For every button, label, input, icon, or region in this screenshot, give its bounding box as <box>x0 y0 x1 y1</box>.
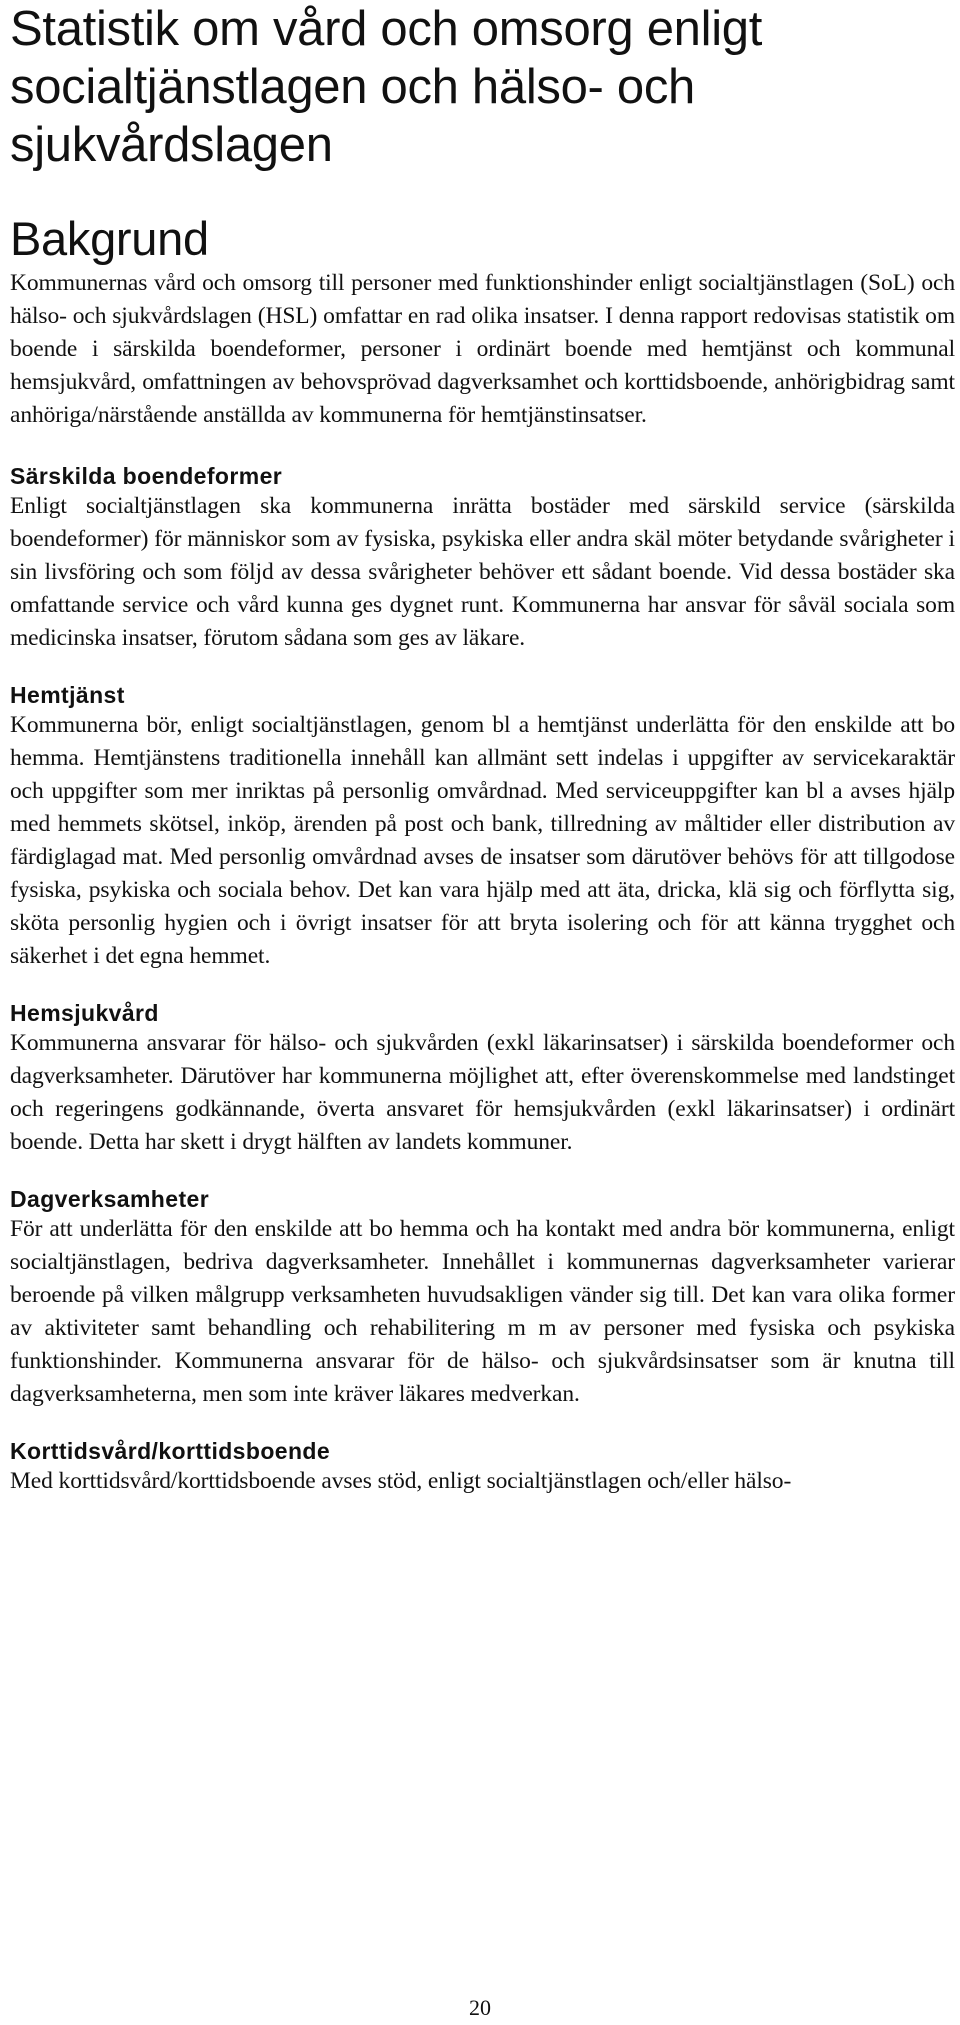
section-text-dagverksamheter: För att underlätta för den enskilde att bo hemma och ha kontakt med andra bör kommunerna, enligt socialtjänstlagen, bedriva dagverksamheter. Innehållet i kommunernas dagverksamheter varierar beroende på vilken målgrupp verksamheten huvudsakligen vänder sig till. Det kan vara olika former av aktiviteter samt behandling och rehabilitering m m av personer med fysiska och psykiska funktionshinder. Kommunerna ansvarar för de hälso- och sjukvårdsinsatser som är knutna till dagverksamheterna, men som inte kräver läkares medverkan. <box>10 1216 955 1407</box>
page-title: Statistik om vård och omsorg enligt socialtjänstlagen och hälso- och sjukvårdslagen <box>10 2 763 172</box>
section-heading-korttidsvard: Korttidsvård/korttidsboende <box>10 1438 331 1464</box>
section-text-korttidsvard: Med korttidsvård/korttidsboende avses stöd, enligt socialtjänstlagen och/eller hälso- <box>10 1468 792 1494</box>
intro-paragraph: Kommunernas vård och omsorg till personer med funktionshinder enligt socialtjänstlagen (SoL) och hälso- och sjukvårdslagen (HSL) omfattar en rad olika insatser. I denna rapport redovisas statistik om boende i särskilda boendeformer, personer i ordinärt boende med hemtjänst och kommunal hemsjukvård, omfattningen av behovsprövad dagverksamhet och korttidsboende, anhörigbidrag samt anhöriga/närstående anställda av kommunerna för hemtjänstinsatser. <box>10 270 955 428</box>
intro-heading: Bakgrund <box>10 212 209 265</box>
section-heading-hemsjukvard: Hemsjukvård <box>10 1000 159 1026</box>
section-text-hemsjukvard: Kommunerna ansvarar för hälso- och sjukvården (exkl läkarinsatser) i särskilda boendeformer och dagverksamheter. Därutöver har kommunerna möjlighet att, efter överenskommelse med landstinget och regeringens godkännande, överta ansvaret för hemsjukvården (exkl läkarinsatser) i ordinärt boende. Detta har skett i drygt hälften av landets kommuner. <box>10 1030 955 1155</box>
section-heading-hemtjanst: Hemtjänst <box>10 682 125 708</box>
section-heading-sarskilda-boendeformer: Särskilda boendeformer <box>10 463 283 489</box>
page-number: 20 <box>469 1995 491 2020</box>
section-heading-dagverksamheter: Dagverksamheter <box>10 1186 210 1212</box>
document-page <box>10 0 955 1498</box>
section-text-hemtjanst: Kommunerna bör, enligt socialtjänstlagen, genom bl a hemtjänst underlätta för den enskilde att bo hemma. Hemtjänstens traditionella innehåll kan allmänt sett indelas i uppgifter av servicekaraktär och uppgifter som mer inriktas på personlig omvårdnad. Med serviceuppgifter kan bl a avses hjälp med hemmets skötsel, inköp, ärenden på post och bank, tillredning av måltider eller distribution av färdiglagad mat. Med personlig omvårdnad avses de insatser som därutöver behövs för att tillgodose fysiska, psykiska och sociala behov. Det kan vara hjälp med att äta, dricka, klä sig och förflytta sig, sköta personlig hygien och i övrigt insatser för att bryta isolering och för att känna trygghet och säkerhet i det egna hemmet. <box>10 712 955 969</box>
section-text-sarskilda-boendeformer: Enligt socialtjänstlagen ska kommunerna inrätta bostäder med särskild service (särskilda boendeformer) för människor som av fysiska, psykiska eller andra skäl möter betydande svårigheter i sin livsföring och som följd av dessa svårigheter behöver ett sådant boende. Vid dessa bostäder ska omfattande service och vård kunna ges dygnet runt. Kommunerna har ansvar för såväl sociala som medicinska insatser, förutom sådana som ges av läkare. <box>10 493 955 651</box>
